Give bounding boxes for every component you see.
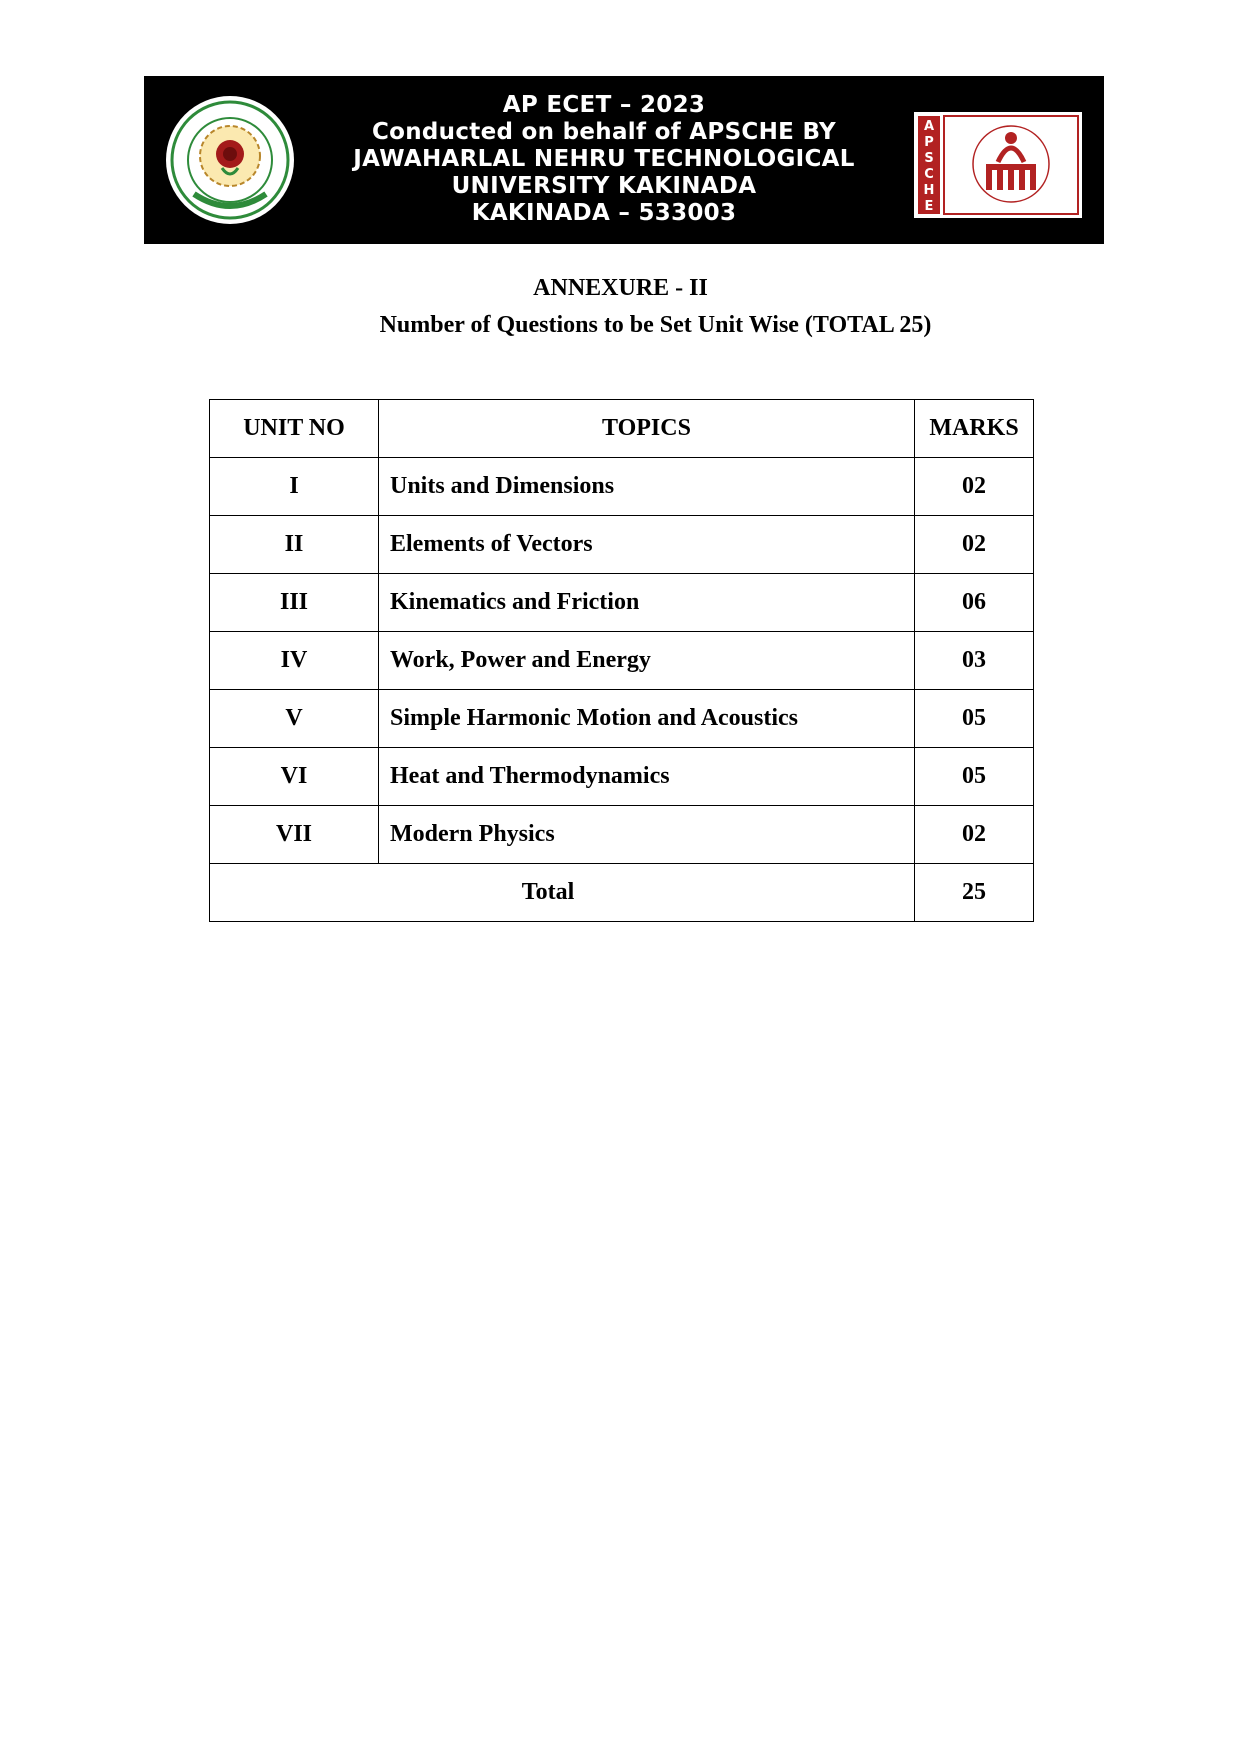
marks-cell: 02	[915, 516, 1034, 574]
svg-text:S: S	[924, 151, 934, 166]
table-row	[210, 806, 1034, 864]
header-topics: TOPICS	[379, 400, 915, 458]
table-header-row	[210, 400, 1034, 458]
unit-cell: VII	[210, 806, 379, 864]
marks-cell: 02	[915, 806, 1034, 864]
marks-cell: 06	[915, 574, 1034, 632]
annexure-subtitle: Number of Questions to be Set Unit Wise (TOTAL 25)	[379, 312, 932, 338]
svg-text:H: H	[923, 183, 935, 198]
unit-cell: I	[210, 458, 379, 516]
marks-cell: 02	[915, 458, 1034, 516]
unit-cell: V	[210, 690, 379, 748]
unit-cell: VI	[210, 748, 379, 806]
topic-cell: Units and Dimensions	[379, 458, 915, 516]
svg-text:P: P	[924, 135, 934, 150]
annexure-title: ANNEXURE - II	[533, 275, 708, 301]
table-row	[210, 516, 1034, 574]
table-row	[210, 458, 1034, 516]
total-label: Total	[210, 864, 915, 922]
banner-text	[304, 92, 904, 227]
marks-cell: 03	[915, 632, 1034, 690]
header-marks: MARKS	[915, 400, 1034, 458]
total-value: 25	[915, 864, 1034, 922]
jntu-kakinada-logo	[164, 94, 296, 226]
topic-cell: Modern Physics	[379, 806, 915, 864]
marks-cell: 05	[915, 690, 1034, 748]
banner-line: JAWAHARLAL NEHRU TECHNOLOGICAL	[353, 146, 855, 172]
banner-line: Conducted on behalf of APSCHE BY	[371, 119, 837, 145]
svg-text:A: A	[923, 119, 935, 134]
header-banner	[144, 76, 1104, 244]
unit-cell: III	[210, 574, 379, 632]
apsche-logo	[914, 112, 1082, 218]
unit-wise-questions-table	[209, 399, 1034, 922]
unit-cell: II	[210, 516, 379, 574]
table-row	[210, 690, 1034, 748]
svg-text:C: C	[924, 167, 934, 182]
unit-cell: IV	[210, 632, 379, 690]
total-row	[210, 864, 1034, 922]
table-row	[210, 632, 1034, 690]
banner-line: UNIVERSITY KAKINADA	[451, 173, 757, 199]
svg-text:E: E	[924, 199, 934, 214]
topic-cell: Kinematics and Friction	[379, 574, 915, 632]
topic-cell: Elements of Vectors	[379, 516, 915, 574]
topic-cell: Work, Power and Energy	[379, 632, 915, 690]
banner-line: KAKINADA – 533003	[471, 200, 737, 226]
topic-cell: Heat and Thermodynamics	[379, 748, 915, 806]
topic-cell: Simple Harmonic Motion and Acoustics	[379, 690, 915, 748]
banner-line: AP ECET – 2023	[502, 92, 706, 118]
table-row	[210, 574, 1034, 632]
table-row	[210, 748, 1034, 806]
header-unit-no: UNIT NO	[210, 400, 379, 458]
marks-cell: 05	[915, 748, 1034, 806]
